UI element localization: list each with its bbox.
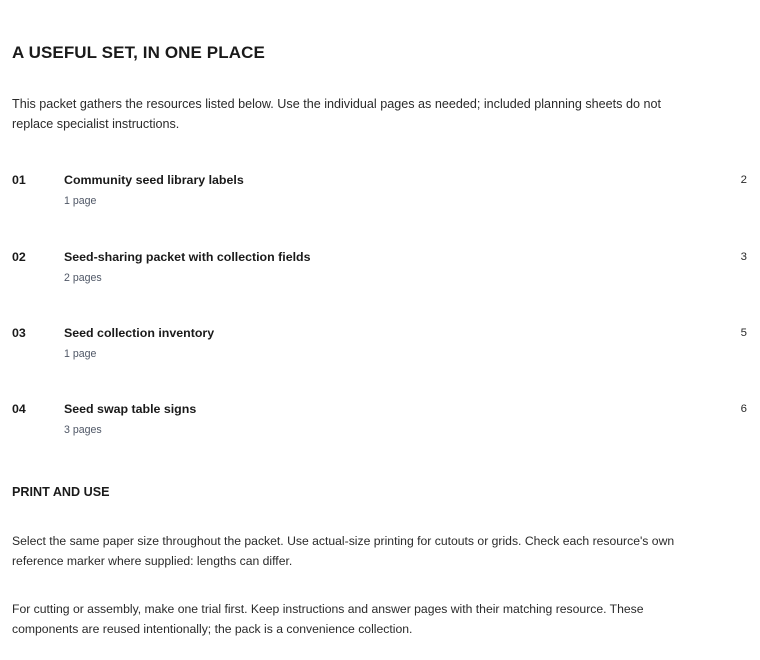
print-paragraph: For cutting or assembly, make one trial first. Keep instructions and answer pages with their matching resource. These components are reused intentionally; the pack is a convenience collection. (12, 602, 644, 636)
item-page-count: 1 page (64, 195, 97, 207)
item-title: Seed swap table signs (64, 402, 197, 416)
item-page-count: 3 pages (64, 424, 102, 436)
intro-paragraph: This packet gathers the resources listed below. Use the individual pages as needed; included planning sheets do not replace specialist instructions. (12, 97, 661, 131)
item-page-reference: 2 (740, 174, 747, 186)
contents-item[interactable] (12, 249, 748, 309)
page-title: A USEFUL SET, IN ONE PLACE (12, 43, 265, 62)
item-number: 01 (12, 173, 26, 187)
item-page-count: 2 pages (64, 272, 102, 284)
print-paragraph: Select the same paper size throughout the packet. Use actual-size printing for cutouts or grids. Check each resource's own reference marker where supplied: lengths can differ. (12, 534, 675, 568)
item-number: 04 (12, 402, 26, 416)
item-title: Community seed library labels (64, 173, 244, 187)
item-title: Seed-sharing packet with collection fields (64, 250, 311, 264)
print-section-heading: PRINT AND USE (12, 485, 110, 499)
contents-item[interactable] (12, 401, 748, 461)
item-number: 02 (12, 250, 26, 264)
item-page-reference: 3 (740, 251, 747, 263)
item-page-reference: 6 (740, 403, 747, 415)
contents-item[interactable] (12, 325, 748, 385)
item-title: Seed collection inventory (64, 326, 215, 340)
item-page-count: 1 page (64, 348, 97, 360)
item-number: 03 (12, 326, 26, 340)
item-page-reference: 5 (740, 327, 747, 339)
contents-item[interactable] (12, 172, 748, 232)
